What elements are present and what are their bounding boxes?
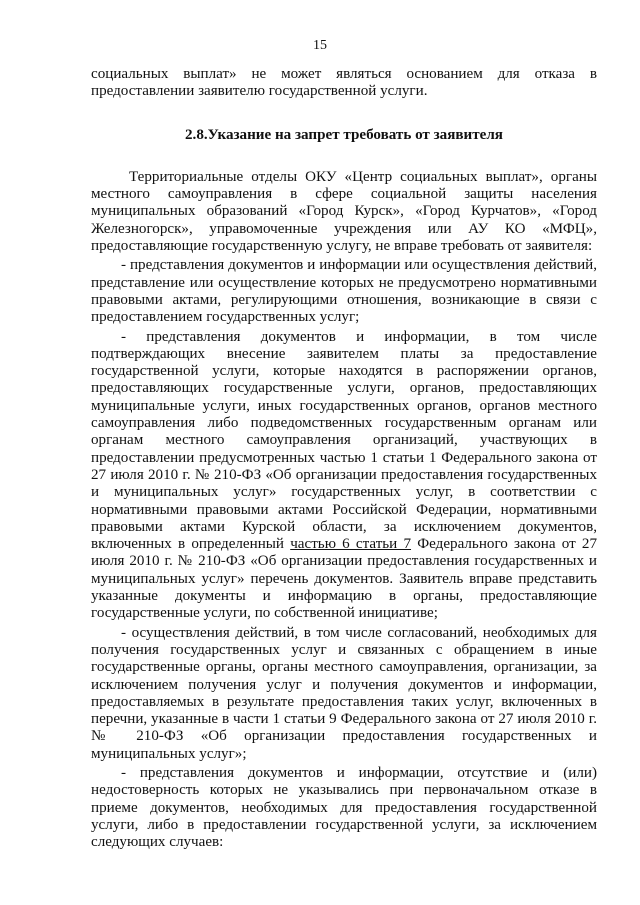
- law-reference-link[interactable]: частью 6 статьи 7: [290, 536, 412, 553]
- list-item-2: [91, 329, 597, 623]
- list-item-1: - представления документов и информации или осуществления действий, представление или осуществление которых не предусмотрено нормативными правовыми актами, регулирующими отношения, возникающие в связи с предоставлением государственных услуг;: [91, 257, 597, 326]
- list-item-3: - осуществления действий, в том числе согласований, необходимых для получения государственных услуг и связанных с обращением в иные государственные органы, органы местного самоуправления, организации, за исключением получения услуг и получения документов и информации, предоставляемых в результате предоставления таких услуг, включенных в перечни, указанные в части 1 статьи 9 Федерального закона от 27 июля 2010 г. № 210-ФЗ «Об организации предоставления государственных и муниципальных услуг»;: [91, 624, 597, 762]
- list-item-2-text-a: - представления документов и информации, в том числе подтверждающих внесение заявителем платы за предоставление государственной услуги, которые находятся в распоряжении органов, предоставляющих государственные услуги, органов, предоставляющих муниципальные услуги, иных государственных органов, органов местного самоуправления либо подведомственных государственным органам или органам местного самоуправления организаций, участвующих в предоставлении предусмотренных частью 1 статьи 1 Федерального закона от 27 июля 2010 г. № 210-ФЗ «Об организации предоставления государственных и муниципальных услуг» государственных услуг, в соответствии с нормативными правовыми актами Российской Федерации, нормативными правовыми актами Курской области, за исключением документов, включенных в определенный: [91, 328, 597, 553]
- intro-paragraph: Территориальные отделы ОКУ «Центр социальных выплат», органы местного самоуправления в сфере социальной защиты населения муниципальных образований «Город Курск», «Город Курчатов», «Город Железногорск», управомоченные учреждения или АУ КО «МФЦ», предоставляющие государственную услугу, не вправе требовать от заявителя:: [91, 168, 597, 255]
- page-number: 15: [313, 38, 327, 53]
- list-item-4: - представления документов и информации, отсутствие и (или) недостоверность которых не указывались при первоначальном отказе в приеме документов, необходимых для предоставления государственной услуги, либо в предоставлении государственной услуги, за исключением следующих случаев:: [91, 764, 597, 851]
- section-heading: 2.8.Указание на запрет требовать от заявителя: [185, 126, 503, 143]
- list-item-2-text-b: Федерального закона от 27 июля 2010 г. № 210-ФЗ «Об организации предоставления государственных и муниципальных услуг» перечень документов. Заявитель вправе представить указанные документы и информацию в органы, предоставляющие государственные услуги, по собственной инициативе;: [91, 536, 597, 622]
- document-body: [91, 66, 597, 851]
- continuation-paragraph: социальных выплат» не может являться основанием для отказа в предоставлении заявителю государственной услуги.: [91, 66, 597, 100]
